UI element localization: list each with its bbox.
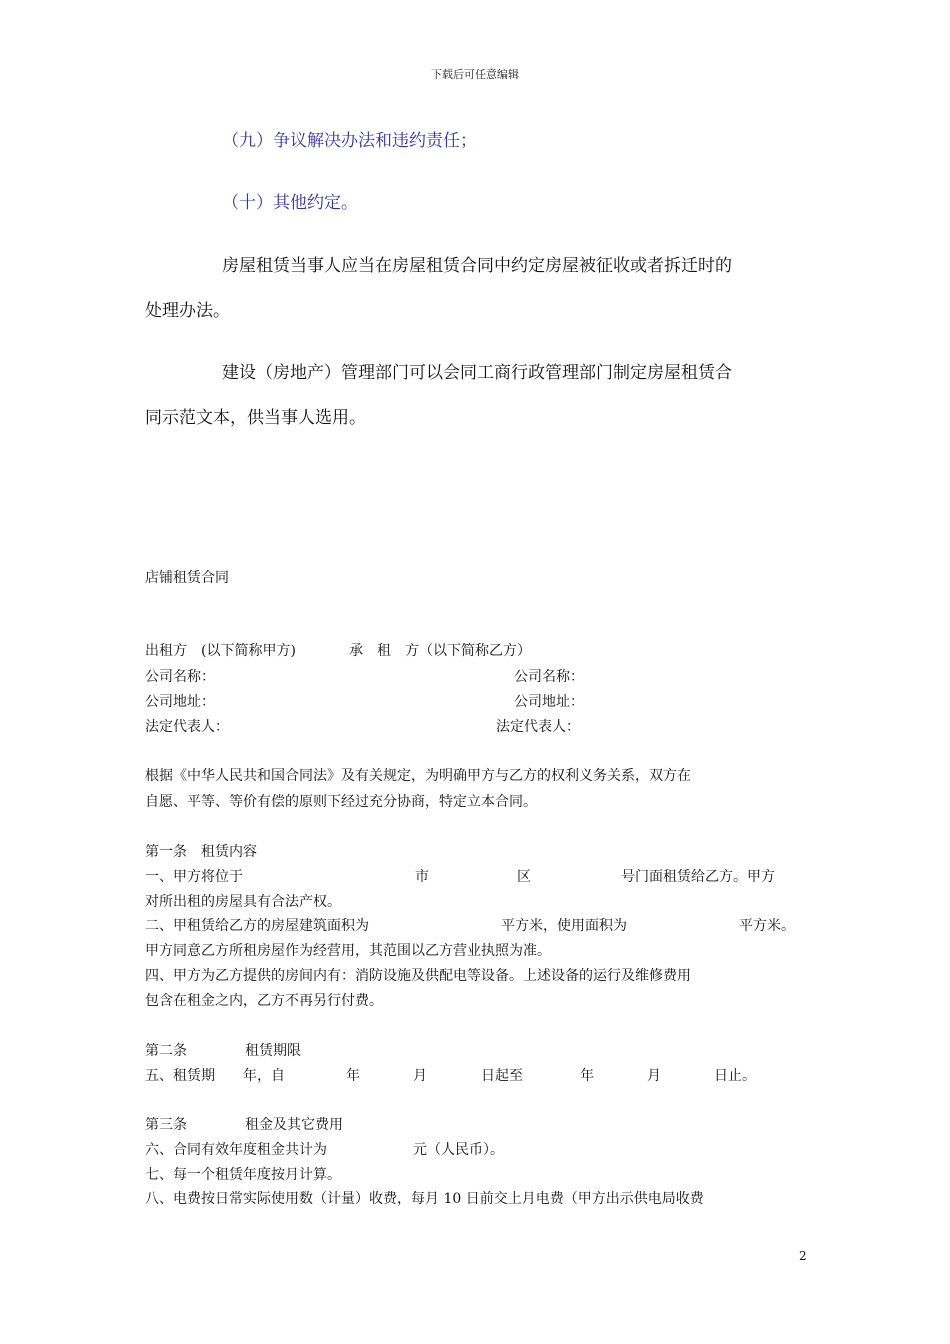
page-header: 下载后可任意编辑 <box>431 68 519 81</box>
article-title: 租赁期限 <box>245 1043 301 1059</box>
article-text: 市 <box>415 869 429 885</box>
article-title: 租金及其它费用 <box>245 1117 343 1133</box>
article-text: 甲方同意乙方所租房屋作为经营用，其范围以乙方营业执照为准。 <box>145 943 551 959</box>
company-name-label: 公司名称： <box>514 669 584 685</box>
page-number: 2 <box>799 1249 807 1263</box>
intro-line: 自愿、平等、等价有偿的原则下经过充分协商，特定立本合同。 <box>145 794 537 810</box>
clause-ten: （十）其他约定。 <box>222 193 358 213</box>
lessee-label: 承 租 方（以下简称乙方） <box>349 643 531 659</box>
lessor-label: 出租方 (以下简称甲方) <box>145 643 296 659</box>
paragraph-line: 建设（房地产）管理部门可以会同工商行政管理部门制定房屋租赁合 <box>222 363 732 383</box>
contract-title: 店铺租赁合同 <box>145 570 229 586</box>
article-text: 元（人民币）。 <box>413 1142 504 1158</box>
article-title: 第三条 <box>145 1117 187 1133</box>
paragraph-line: 同示范文本，供当事人选用。 <box>145 408 366 428</box>
article-text: 六、合同有效年度租金共计为 <box>145 1142 327 1158</box>
article-text: 五、租赁期 <box>145 1068 215 1084</box>
article-text: 号门面租赁给乙方。甲方 <box>621 869 775 885</box>
article-text: 年 <box>580 1068 594 1084</box>
article-text: 年，自 <box>243 1068 285 1084</box>
article-text: 日止。 <box>714 1068 756 1084</box>
article-text: 四、甲方为乙方提供的房间内有：消防设施及供配电等设备。上述设备的运行及维修费用 <box>145 968 691 984</box>
company-name-label: 公司名称： <box>145 669 215 685</box>
article-text: 八、电费按日常实际使用数（计量）收费，每月 10 日前交上月电费（甲方出示供电局收费 <box>145 1191 704 1207</box>
article-text: 平方米，使用面积为 <box>501 918 627 934</box>
article-text: 七、每一个租赁年度按月计算。 <box>145 1167 341 1183</box>
paragraph-line: 房屋租赁当事人应当在房屋租赁合同中约定房屋被征收或者拆迁时的 <box>222 256 732 276</box>
clause-nine: （九）争议解决办法和违约责任； <box>222 131 477 151</box>
article-text: 二、甲租赁给乙方的房屋建筑面积为 <box>145 918 369 934</box>
article-title: 第二条 <box>145 1043 187 1059</box>
article-text: 平方米。 <box>739 918 795 934</box>
article-text: 一、甲方将位于 <box>145 869 243 885</box>
article-title: 第一条 租赁内容 <box>145 844 257 860</box>
article-text: 年 <box>346 1068 360 1084</box>
article-text: 月 <box>413 1068 427 1084</box>
article-text: 日起至 <box>481 1068 523 1084</box>
intro-line: 根据《中华人民共和国合同法》及有关规定，为明确甲方与乙方的权利义务关系，双方在 <box>145 768 691 784</box>
article-text: 包含在租金之内，乙方不再另行付费。 <box>145 993 383 1009</box>
company-address-label: 公司地址： <box>514 694 584 710</box>
article-text: 月 <box>647 1068 661 1084</box>
company-address-label: 公司地址： <box>145 694 215 710</box>
legal-rep-label: 法定代表人： <box>496 719 580 735</box>
legal-rep-label: 法定代表人： <box>145 719 229 735</box>
article-text: 对所出租的房屋具有合法产权。 <box>145 894 341 910</box>
paragraph-line: 处理办法。 <box>145 301 230 321</box>
article-text: 区 <box>517 869 531 885</box>
